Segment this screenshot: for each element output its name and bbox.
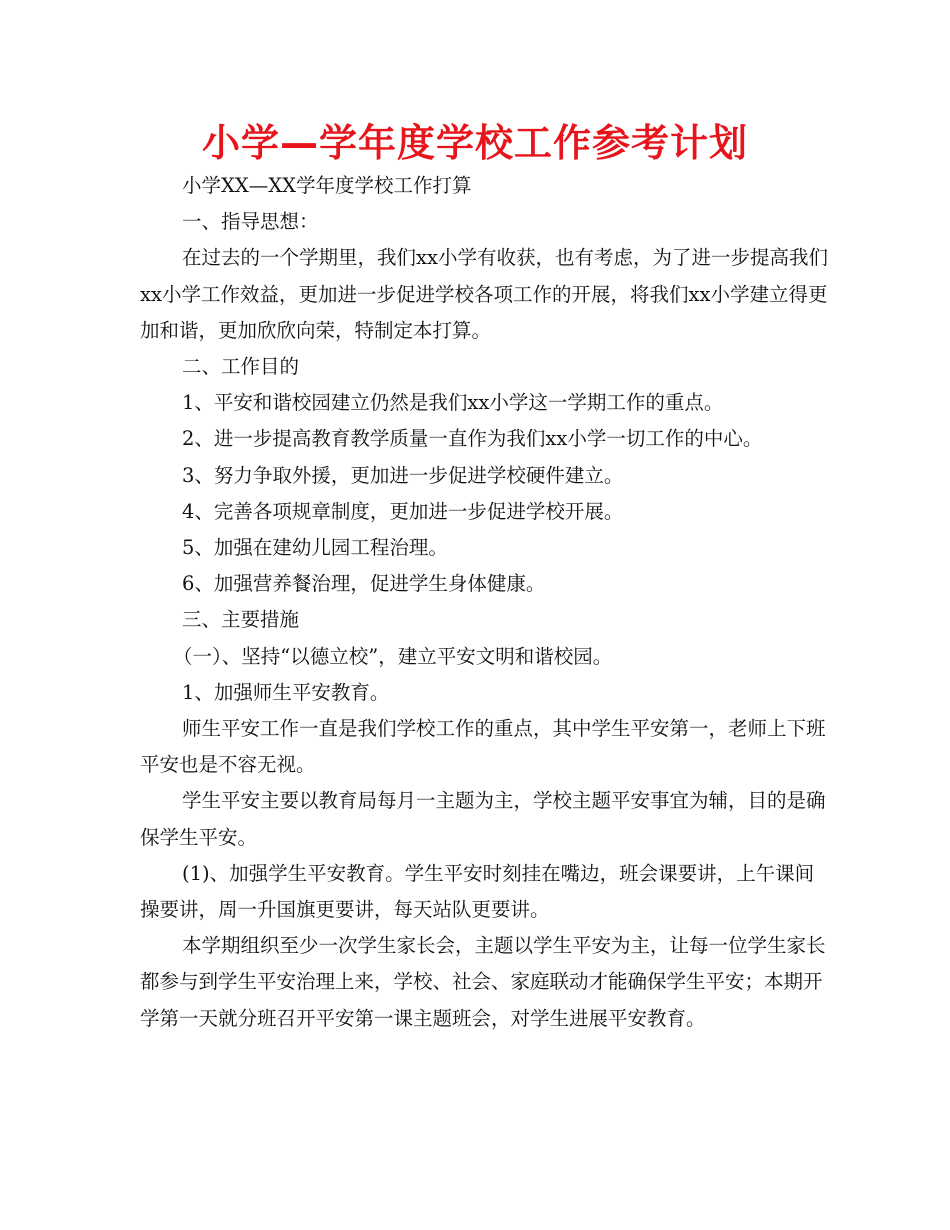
paragraph-parent-meeting: 本学期组织至少一次学生家长会，主题以学生平安为主，让每一位学生家长都参与到学生平安治理上来，学校、社会、家庭联动才能确保学生平安；本期开学第一天就分班召开平安第一课主题班会，对学生进展平安教育。	[140, 934, 826, 1030]
list-item-safety-education: 1、加强师生平安教育。	[182, 680, 390, 704]
document-title: 小学—学年度学校工作参考计划	[201, 121, 748, 165]
list-item-goal-4: 4、完善各项规章制度，更加进一步促进学校开展。	[182, 499, 624, 523]
list-item-goal-5: 5、加强在建幼儿园工程治理。	[182, 536, 448, 560]
paragraph-teacher-student-safety: 师生平安工作一直是我们学校工作的重点，其中学生平安第一，老师上下班平安也是不容无视。	[140, 717, 826, 777]
list-item-goal-1: 1、平安和谐校园建立仍然是我们xx小学这一学期工作的重点。	[182, 391, 724, 415]
section-heading-guiding-ideology: 一、指导思想：	[182, 210, 319, 234]
paragraph-plan-heading: 小学XX—XX学年度学校工作打算	[182, 174, 472, 197]
section-heading-work-goals: 二、工作目的	[182, 355, 300, 379]
subsection-heading-moral-school: （一）、坚持“以德立校”，建立平安文明和谐校园。	[173, 644, 613, 668]
paragraph-student-safety-themes: 学生平安主要以教育局每月一主题为主，学校主题平安事宜为辅，目的是确保学生平安。	[140, 789, 826, 849]
paragraph-guiding-ideology: 在过去的一个学期里，我们xx小学有收获，也有考虑，为了进一步提高我们xx小学工作效益，更加进一步促进学校各项工作的开展，将我们xx小学建立得更加和谐，更加欣欣向荣，特制定本打算。	[140, 246, 828, 342]
paragraph-strengthen-student-safety: (1)、加强学生平安教育。学生平安时刻挂在嘴边，班会课要讲，上午课间操要讲，周一升国旗更要讲，每天站队更要讲。	[140, 861, 815, 922]
list-item-goal-2: 2、进一步提高教育教学质量一直作为我们xx小学一切工作的中心。	[182, 427, 763, 451]
list-item-goal-6: 6、加强营养餐治理，促进学生身体健康。	[182, 572, 546, 596]
section-heading-main-measures: 三、主要措施	[182, 608, 300, 632]
document-body	[140, 168, 830, 1037]
list-item-goal-3: 3、努力争取外援，更加进一步促进学校硬件建立。	[182, 463, 624, 487]
